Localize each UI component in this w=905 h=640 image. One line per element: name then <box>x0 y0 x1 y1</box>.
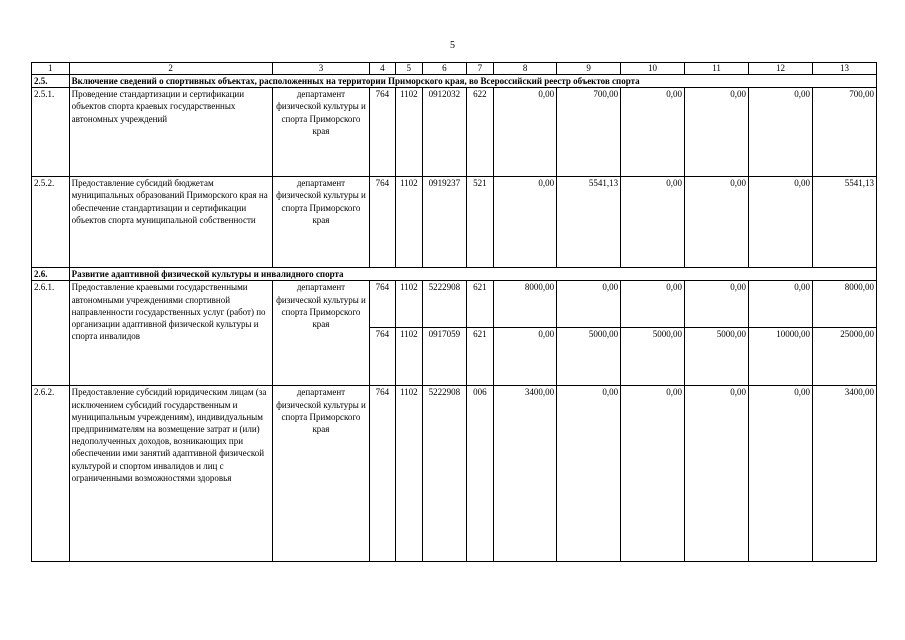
section-number: 2.6. <box>32 268 70 281</box>
department-cell: департамент физической культуры и спорта Приморского края <box>272 88 370 177</box>
table-row <box>32 177 877 268</box>
cell-c4: 764 <box>370 88 395 177</box>
cell-c9: 0,00 <box>557 281 621 328</box>
cell-c10: 0,00 <box>621 177 685 268</box>
column-number: 2 <box>69 63 272 75</box>
item-number: 2.5.1. <box>32 88 70 177</box>
column-number: 8 <box>494 63 557 75</box>
section-title: Включение сведений о спортивных объектах, расположенных на территории Приморского края, во Всероссийский реестр объектов спорта <box>69 75 876 88</box>
item-description: Предоставление субсидий юридическим лицам (за исключением субсидий государственным и муниципальным учреждениям), индивидуальным предпринимателям на возмещение затрат и (или) недополученных доходов, возникающих при обеспечении ими занятий адаптивной физической культурой и спортом инвалидов и лиц с ограниченными возможностями здоровья <box>69 386 272 562</box>
item-description: Предоставление краевыми государственными автономными учреждениями спортивной направленности государственных услуг (работ) по организации адаптивной физической культуры и спорта инвалидов <box>69 281 272 386</box>
program-table <box>31 62 877 562</box>
column-number: 5 <box>395 63 422 75</box>
section-row <box>32 268 877 281</box>
cell-c7: 006 <box>466 386 493 562</box>
cell-c6: 0912032 <box>423 88 467 177</box>
cell-c13: 5541,13 <box>813 177 877 268</box>
cell-c12: 0,00 <box>749 177 813 268</box>
cell-c5: 1102 <box>395 88 422 177</box>
cell-c13: 25000,00 <box>813 328 877 386</box>
cell-c9: 0,00 <box>557 386 621 562</box>
cell-c8: 3400,00 <box>494 386 557 562</box>
column-number: 1 <box>32 63 70 75</box>
cell-c13: 3400,00 <box>813 386 877 562</box>
section-number: 2.5. <box>32 75 70 88</box>
department-cell: департамент физической культуры и спорта Приморского края <box>272 281 370 386</box>
cell-c9: 5541,13 <box>557 177 621 268</box>
column-number: 10 <box>621 63 685 75</box>
cell-c11: 0,00 <box>685 177 749 268</box>
cell-c5: 1102 <box>395 328 422 386</box>
cell-c11: 5000,00 <box>685 328 749 386</box>
section-title: Развитие адаптивной физической культуры и инвалидного спорта <box>69 268 876 281</box>
table-row <box>32 386 877 562</box>
cell-c10: 0,00 <box>621 88 685 177</box>
column-number: 7 <box>466 63 493 75</box>
cell-c5: 1102 <box>395 177 422 268</box>
column-number: 9 <box>557 63 621 75</box>
cell-c4: 764 <box>370 177 395 268</box>
cell-c5: 1102 <box>395 281 422 328</box>
cell-c8: 0,00 <box>494 328 557 386</box>
cell-c9: 5000,00 <box>557 328 621 386</box>
cell-c13: 700,00 <box>813 88 877 177</box>
cell-c4: 764 <box>370 281 395 328</box>
cell-c7: 521 <box>466 177 493 268</box>
cell-c9: 700,00 <box>557 88 621 177</box>
cell-c6: 5222908 <box>423 386 467 562</box>
table-row <box>32 281 877 328</box>
cell-c10: 5000,00 <box>621 328 685 386</box>
cell-c4: 764 <box>370 328 395 386</box>
cell-c8: 8000,00 <box>494 281 557 328</box>
cell-c4: 764 <box>370 386 395 562</box>
cell-c10: 0,00 <box>621 386 685 562</box>
item-description: Предоставление субсидий бюджетам муниципальных образований Приморского края на обеспечение стандартизации и сертификации объектов спорта муниципальной собственности <box>69 177 272 268</box>
department-cell: департамент физической культуры и спорта Приморского края <box>272 177 370 268</box>
cell-c7: 622 <box>466 88 493 177</box>
department-cell: департамент физической культуры и спорта Приморского края <box>272 386 370 562</box>
column-number-header-row <box>32 63 877 75</box>
column-number: 13 <box>813 63 877 75</box>
table-row <box>32 88 877 177</box>
column-number: 11 <box>685 63 749 75</box>
cell-c12: 0,00 <box>749 88 813 177</box>
cell-c13: 8000,00 <box>813 281 877 328</box>
cell-c7: 621 <box>466 328 493 386</box>
column-number: 6 <box>423 63 467 75</box>
column-number: 12 <box>749 63 813 75</box>
cell-c11: 0,00 <box>685 386 749 562</box>
item-number: 2.6.2. <box>32 386 70 562</box>
cell-c6: 0917059 <box>423 328 467 386</box>
item-number: 2.5.2. <box>32 177 70 268</box>
cell-c6: 0919237 <box>423 177 467 268</box>
cell-c7: 621 <box>466 281 493 328</box>
cell-c11: 0,00 <box>685 88 749 177</box>
cell-c8: 0,00 <box>494 88 557 177</box>
cell-c12: 0,00 <box>749 386 813 562</box>
cell-c10: 0,00 <box>621 281 685 328</box>
item-description: Проведение стандартизации и сертификации объектов спорта краевых государственных автономных учреждений <box>69 88 272 177</box>
column-number: 4 <box>370 63 395 75</box>
cell-c8: 0,00 <box>494 177 557 268</box>
column-number: 3 <box>272 63 370 75</box>
cell-c6: 5222908 <box>423 281 467 328</box>
section-row <box>32 75 877 88</box>
page-number: 5 <box>450 40 455 51</box>
cell-c11: 0,00 <box>685 281 749 328</box>
cell-c5: 1102 <box>395 386 422 562</box>
item-number: 2.6.1. <box>32 281 70 386</box>
cell-c12: 10000,00 <box>749 328 813 386</box>
cell-c12: 0,00 <box>749 281 813 328</box>
